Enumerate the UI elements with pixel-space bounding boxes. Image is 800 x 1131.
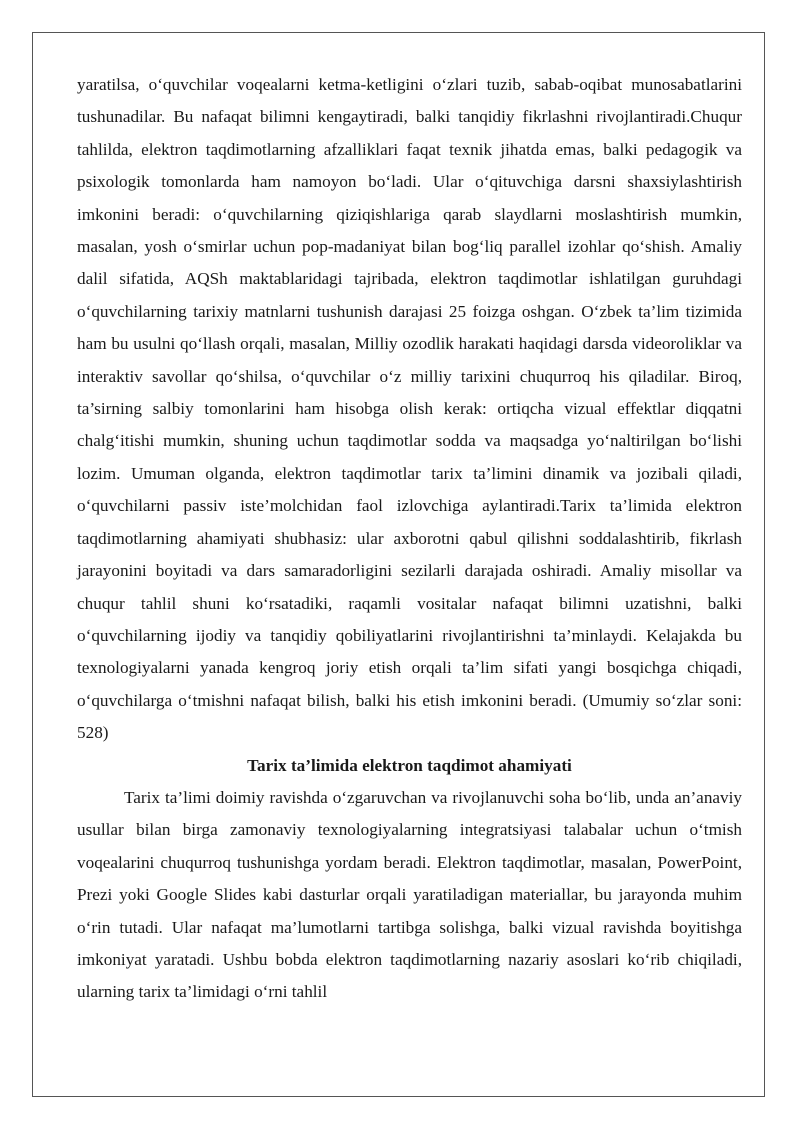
body-paragraph: yaratilsa, o‘quvchilar voqealarni ketma-ketligini o‘zlari tuzib, sabab-oqibat munosabatlarini tushunadilar. Bu nafaqat bilimni kengaytiradi, balki tanqidiy fikrlashni rivojlantiradi.Chuqur tahlilda, elektron taqdimotlarning afzalliklari faqat texnik jihatda emas, balki pedagogik va psixologik tomonlarda ham namoyon bo‘ladi. Ular o‘qituvchiga darsni shaxsiylashtirish imkonini beradi: o‘quvchilarning qiziqishlariga qarab slaydlarni moslashtirish mumkin, masalan, yosh o‘smirlar uchun pop-madaniyat bilan bog‘liq parallel izohlar qo‘shish. Amaliy dalil sifatida, AQSh maktablaridagi tajribada, elektron taqdimotlar ishlatilgan guruhdagi o‘quvchilarning tarixiy matnlarni tushunish darajasi 25 foizga oshgan. O‘zbek ta’lim tizimida ham bu usulni qo‘llash orqali, masalan, Milliy ozodlik harakati haqidagi darsda videoroliklar va interaktiv savollar qo‘shilsa, o‘quvchilar o‘z milliy tarixini chuqurroq his qiladilar. Biroq, ta’sirning salbiy tomonlarini ham hisobga olish kerak: ortiqcha vizual effektlar diqqatni chalg‘itishi mumkin, shuning uchun taqdimotlar sodda va maqsadga yo‘naltirilgan bo‘lishi lozim. Umuman olganda, elektron taqdimotlar tarix ta’limini dinamik va jozibali qiladi, o‘quvchilarni passiv iste’molchidan faol izlovchiga aylantiradi.Tarix ta’limida elektron taqdimotlarning ahamiyati shubhasiz: ular axborotni qabul qilishni soddalashtirib, fikrlash jarayonini boyitadi va dars samaradorligini sezilarli darajada oshiradi. Amaliy misollar va chuqur tahlil shuni ko‘rsatadiki, raqamli vositalar nafaqat bilimni uzatishni, balki o‘quvchilarning ijodiy va tanqidiy qobiliyatlarini rivojlantirishni ta’minlaydi. Kelajakda bu texnologiyalarni yanada kengroq joriy etish orqali ta’lim sifati yangi bosqichga chiqadi, o‘quvchilarga o‘tmishni nafaqat bilish, balki his etish imkonini beradi. (Umumiy so‘zlar soni: 528) [77,75,742,743]
document-body [77,69,742,1009]
section-heading: Tarix ta’limida elektron taqdimot ahamiyati [247,755,572,775]
body-paragraph: Tarix ta’limi doimiy ravishda o‘zgaruvchan va rivojlanuvchi soha bo‘lib, unda an’anaviy usullar bilan birga zamonaviy texnologiyalarning integratsiyasi talabalar uchun o‘tmish voqealarini chuqurroq tushunishga yordam beradi. Elektron taqdimotlar, masalan, PowerPoint, Prezi yoki Google Slides kabi dasturlar orqali yaratiladigan materiallar, bu jarayonda muhim o‘rin tutadi. Ular nafaqat ma’lumotlarni tartibga solishga, balki vizual ravishda boyitishga imkoniyat yaratadi. Ushbu bobda elektron taqdimotlarning nazariy asoslari ko‘rib chiqiladi, ularning tarix ta’limidagi o‘rni tahlil [77,787,742,1002]
